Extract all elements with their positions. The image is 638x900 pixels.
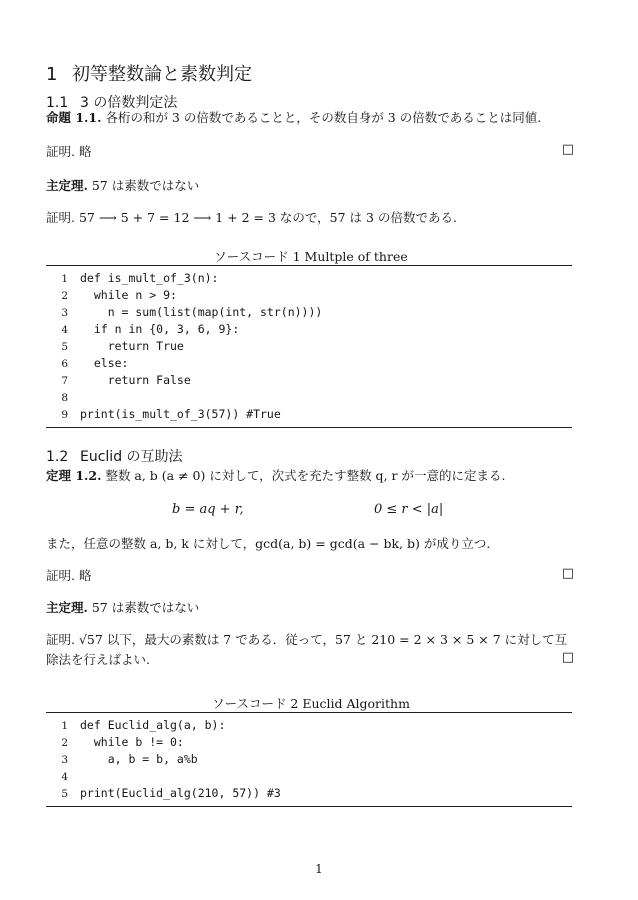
- code-line: [46, 338, 572, 355]
- qed-mark: □: [561, 650, 574, 665]
- proof-text-line1: √57 以下，最大の素数は 7 である．従って，57 と 210 = 2 × 3 × 5 × 7 に対して互: [78, 632, 568, 647]
- proof-continuation: 除法を行えばよい.: [46, 652, 150, 667]
- code-line: [46, 355, 572, 372]
- code-text: while n > 9:: [80, 288, 177, 302]
- code-text: return False: [80, 373, 191, 387]
- code-line: [46, 270, 572, 287]
- theorem: [46, 466, 576, 486]
- proof: [46, 208, 576, 228]
- code-line: [46, 734, 572, 751]
- line-number: 2: [61, 290, 68, 302]
- code-line: [46, 768, 572, 785]
- proposition-label: 命題 1.1.: [46, 110, 102, 125]
- line-number: 1: [61, 273, 68, 285]
- listing-caption: ソースコード 1 Multple of three: [214, 249, 408, 264]
- theorem-text: 整数 a, b (a ≠ 0) に対して，次式を充たす整数 q, r が一意的に定まる.: [105, 468, 506, 483]
- code-line: [46, 321, 572, 338]
- proof-text: 57 ⟶ 5 + 7 = 12 ⟶ 1 + 2 = 3 なので，57 は 3 の倍数である.: [78, 210, 457, 225]
- main-theorem-label: 主定理.: [46, 600, 88, 615]
- subsection-title: 3 の倍数判定法: [80, 95, 178, 111]
- line-number: 5: [61, 341, 68, 353]
- proof-label: 証明.: [46, 568, 75, 583]
- proof-label: 証明.: [46, 210, 75, 225]
- proof-text: 略: [78, 568, 92, 583]
- code-line: [46, 717, 572, 734]
- listing-caption: ソースコード 2 Euclid Algorithm: [212, 696, 410, 711]
- subsection-number: 1.1: [46, 95, 69, 111]
- line-number: 2: [61, 737, 68, 749]
- code-text: print(Euclid_alg(210, 57)) #3: [80, 786, 281, 800]
- code-text: return True: [80, 339, 184, 353]
- qed-mark: □: [561, 142, 574, 157]
- code-text: if n in {0, 3, 6, 9}:: [80, 322, 240, 336]
- line-number: 4: [61, 324, 68, 336]
- proof-label: 証明.: [46, 632, 75, 647]
- proof: [46, 566, 576, 586]
- line-number: 3: [61, 307, 68, 319]
- subsection-heading: [46, 446, 183, 466]
- code-text: def Euclid_alg(a, b):: [80, 718, 226, 732]
- main-theorem-label: 主定理.: [46, 178, 88, 193]
- line-number: 6: [61, 358, 68, 370]
- code-line: [46, 287, 572, 304]
- subsection-number: 1.2: [46, 449, 69, 465]
- proof: [46, 142, 576, 162]
- code-line: [46, 751, 572, 768]
- code-line: [46, 372, 572, 389]
- code-line: [46, 406, 572, 423]
- main-theorem: [46, 176, 576, 196]
- subsection-title: Euclid の互助法: [80, 449, 183, 465]
- code-text: while b != 0:: [80, 735, 184, 749]
- line-number: 5: [61, 788, 68, 800]
- line-number: 7: [61, 375, 68, 387]
- line-number: 1: [61, 720, 68, 732]
- code-text: print(is_mult_of_3(57)) #True: [80, 407, 281, 421]
- code-text: else:: [80, 356, 129, 370]
- code-text: def is_mult_of_3(n):: [80, 271, 219, 285]
- proof: [46, 630, 576, 650]
- line-number: 9: [61, 409, 68, 421]
- section-title: 初等整数論と素数判定: [72, 64, 252, 85]
- page-number: 1: [315, 862, 323, 876]
- proposition: [46, 108, 576, 128]
- line-number: 4: [61, 771, 68, 783]
- code-line: [46, 304, 572, 321]
- proof-label: 証明.: [46, 144, 75, 159]
- qed-mark: □: [561, 566, 574, 581]
- proposition-text: 各桁の和が 3 の倍数であることと，その数自身が 3 の倍数であることは同値.: [105, 110, 542, 125]
- section-heading: [46, 60, 252, 86]
- code-text: n = sum(list(map(int, str(n)))): [80, 305, 323, 319]
- equation-right: 0 ≤ r < |a|: [374, 502, 444, 517]
- line-number: 3: [61, 754, 68, 766]
- code-line: [46, 785, 572, 802]
- code-line: [46, 389, 572, 406]
- equation-left: b = aq + r,: [172, 502, 244, 517]
- main-theorem-text: 57 は素数ではない: [91, 178, 200, 193]
- paragraph: また，任意の整数 a, b, k に対して，gcd(a, b) = gcd(a − bk, b) が成り立つ.: [46, 536, 491, 551]
- theorem-label: 定理 1.2.: [46, 468, 102, 483]
- main-theorem: [46, 598, 576, 618]
- section-number: 1: [46, 64, 58, 85]
- line-number: 8: [61, 392, 68, 404]
- code-text: a, b = b, a%b: [80, 752, 198, 766]
- main-theorem-text: 57 は素数ではない: [91, 600, 200, 615]
- code-listing: [46, 712, 572, 807]
- proof-text: 略: [78, 144, 92, 159]
- code-listing: [46, 265, 572, 428]
